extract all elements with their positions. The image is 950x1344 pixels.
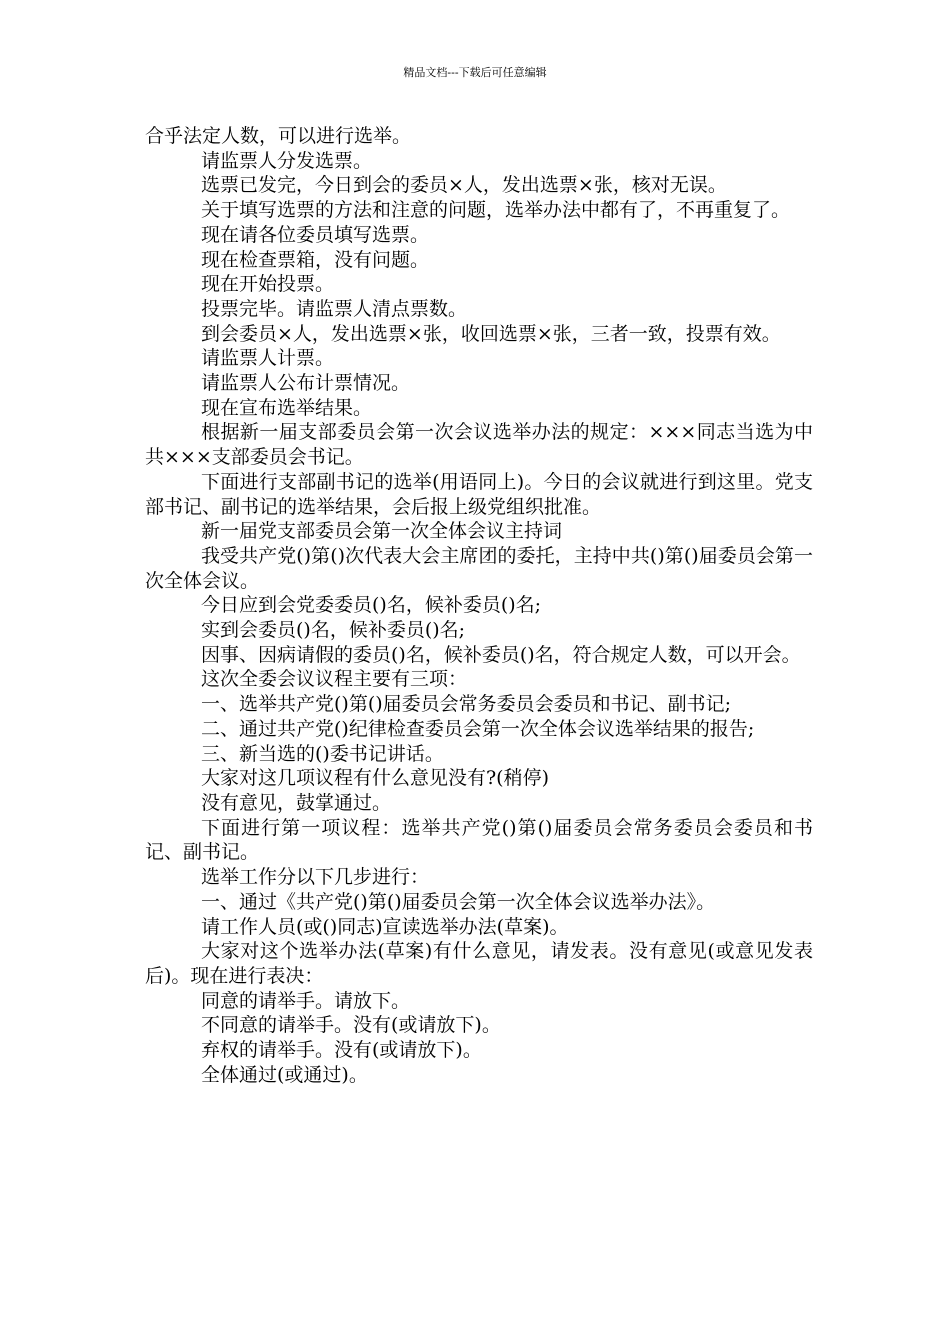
paragraph: 选票已发完，今日到会的委员×人，发出选票×张，核对无误。 [201, 174, 727, 197]
paragraph: 下面进行第一项议程：选举共产党()第()届委员会常务委员会委员和书记、副书记。 [145, 816, 813, 864]
paragraph: 三、新当选的()委书记讲话。 [201, 742, 444, 765]
paragraph: 根据新一届支部委员会第一次会议选举办法的规定：×××同志当选为中共×××支部委员会书记。 [145, 421, 813, 469]
paragraph: 实到会委员()名，候补委员()名; [201, 619, 466, 642]
paragraph: 一、通过《共产党()第()届委员会第一次全体会议选举办法》。 [201, 890, 716, 913]
paragraph: 新一届党支部委员会第一次全体会议主持词 [201, 520, 563, 543]
paragraph: 到会委员×人，发出选票×张，收回选票×张，三者一致，投票有效。 [201, 322, 781, 345]
paragraph: 选举工作分以下几步进行： [201, 866, 430, 889]
paragraph: 全体通过(或通过)。 [201, 1063, 368, 1086]
paragraph: 因事、因病请假的委员()名，候补委员()名，符合规定人数，可以开会。 [201, 643, 801, 666]
paragraph: 请监票人计票。 [201, 347, 335, 370]
paragraph: 关于填写选票的方法和注意的问题，选举办法中都有了，不再重复了。 [201, 199, 791, 222]
paragraph: 现在请各位委员填写选票。 [201, 223, 430, 246]
paragraph: 现在开始投票。 [201, 273, 335, 296]
paragraph: 请监票人分发选票。 [201, 149, 373, 172]
paragraph: 这次全委会议议程主要有三项： [201, 668, 468, 691]
paragraph: 请工作人员(或()同志)宣读选举办法(草案)。 [201, 915, 569, 938]
paragraph: 不同意的请举手。没有(或请放下)。 [201, 1014, 501, 1037]
paragraph: 同意的请举手。请放下。 [201, 989, 411, 1012]
paragraph: 合乎法定人数，可以进行选举。 [145, 125, 412, 147]
page-header: 精品文档---下载后可任意编辑 [403, 66, 547, 79]
document-body [145, 124, 813, 1087]
paragraph: 我受共产党()第()次代表大会主席团的委托，主持中共()第()届委员会第一次全体会议。 [145, 544, 813, 592]
paragraph: 没有意见，鼓掌通过。 [201, 791, 392, 814]
paragraph: 下面进行支部副书记的选举(用语同上)。今日的会议就进行到这里。党支部书记、副书记的选举结果，会后报上级党组织批准。 [145, 470, 813, 518]
paragraph: 今日应到会党委委员()名，候补委员()名; [201, 594, 542, 617]
paragraph: 现在宣布选举结果。 [201, 396, 373, 419]
paragraph: 投票完毕。请监票人清点票数。 [201, 297, 468, 320]
paragraph: 一、选举共产党()第()届委员会常务委员会委员和书记、副书记; [201, 693, 732, 716]
paragraph: 二、通过共产党()纪律检查委员会第一次全体会议选举结果的报告; [201, 717, 755, 740]
paragraph: 弃权的请举手。没有(或请放下)。 [201, 1039, 482, 1062]
paragraph: 大家对这几项议程有什么意见没有?(稍停) [201, 767, 550, 790]
paragraph: 现在检查票箱，没有问题。 [201, 248, 430, 271]
paragraph: 大家对这个选举办法(草案)有什么意见，请发表。没有意见(或意见发表后)。现在进行表决： [145, 940, 813, 987]
paragraph: 请监票人公布计票情况。 [201, 372, 411, 395]
